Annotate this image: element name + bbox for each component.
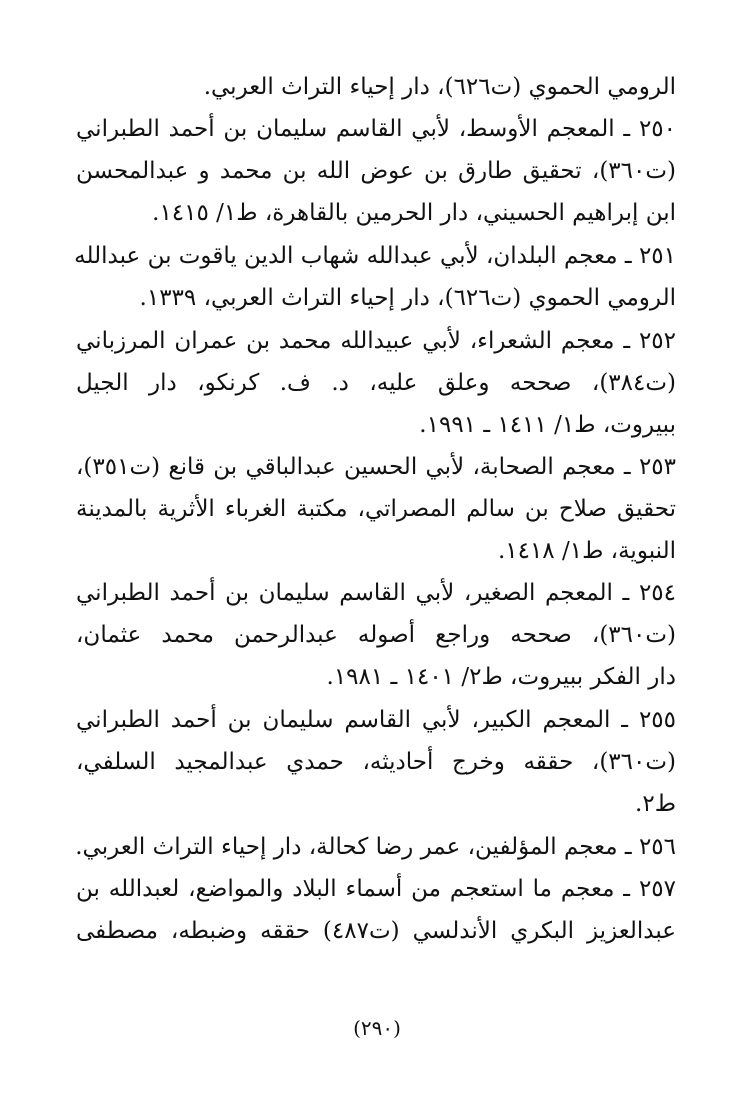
entry-255-line-2: (ت٣٦٠)، حققه وخرج أحاديثه، حمدي عبدالمجيد السلفي، xyxy=(76,749,676,775)
entry-253-line-3: النبوية، ط١/ ١٤١٨. xyxy=(497,538,676,564)
entry-255-line-3: ط٢. xyxy=(635,791,676,817)
entry-254-line-1: ٢٥٤ ـ المعجم الصغير، لأبي القاسم سليمان بن أحمد الطبراني xyxy=(76,580,676,606)
entry-256-line-1: ٢٥٦ ـ معجم المؤلفين، عمر رضا كحالة، دار إحياء التراث العربي. xyxy=(75,834,676,860)
entry-253-line-1: ٢٥٣ ـ معجم الصحابة، لأبي الحسين عبدالباقي بن قانع (ت٣٥١)، xyxy=(76,454,676,480)
entry-252-line-2: (ت٣٨٤)، صححه وعلق عليه، د. ف. كرنكو، دار الجيل xyxy=(76,370,676,396)
entry-252-line-1: ٢٥٢ ـ معجم الشعراء، لأبي عبيدالله محمد بن عمران المرزباني xyxy=(76,328,676,354)
entry-255-line-1: ٢٥٥ ـ المعجم الكبير، لأبي القاسم سليمان بن أحمد الطبراني xyxy=(76,707,676,733)
entry-254-line-2: (ت٣٦٠)، صححه وراجع أصوله عبدالرحمن محمد عثمان، xyxy=(76,622,676,648)
entry-252-line-3: ببيروت، ط١/ ١٤١١ ـ ١٩٩١. xyxy=(419,412,676,438)
entry-250-line-2: (ت٣٦٠)، تحقيق طارق بن عوض الله بن محمد و عبدالمحسن xyxy=(76,158,676,184)
entry-257-line-2: عبدالعزيز البكري الأندلسي (ت٤٨٧) حققه وضبطه، مصطفى xyxy=(76,918,676,944)
entry-251-line-2: الرومي الحموي (ت٦٢٦)، دار إحياء التراث العربي، ١٣٣٩. xyxy=(139,285,676,311)
entry-250-line-3: ابن إبراهيم الحسيني، دار الحرمين بالقاهرة، ط١/ ١٤١٥. xyxy=(152,200,676,226)
entry-254-line-3: دار الفكر ببيروت، ط٢/ ١٤٠١ ـ ١٩٨١. xyxy=(326,664,676,690)
entry-249-continuation-line: الرومي الحموي (ت٦٢٦)، دار إحياء التراث العربي. xyxy=(203,74,676,100)
page-number: (٢٩٠) xyxy=(353,1016,401,1040)
entry-250-line-1: ٢٥٠ ـ المعجم الأوسط، لأبي القاسم سليمان بن أحمد الطبراني xyxy=(76,116,676,142)
entry-257-line-1: ٢٥٧ ـ معجم ما استعجم من أسماء البلاد والمواضع، لعبدالله بن xyxy=(76,876,676,902)
entry-251-line-1: ٢٥١ ـ معجم البلدان، لأبي عبدالله شهاب الدين ياقوت بن عبدالله xyxy=(74,243,676,269)
entry-253-line-2: تحقيق صلاح بن سالم المصراتي، مكتبة الغرباء الأثرية بالمدينة xyxy=(76,496,676,522)
